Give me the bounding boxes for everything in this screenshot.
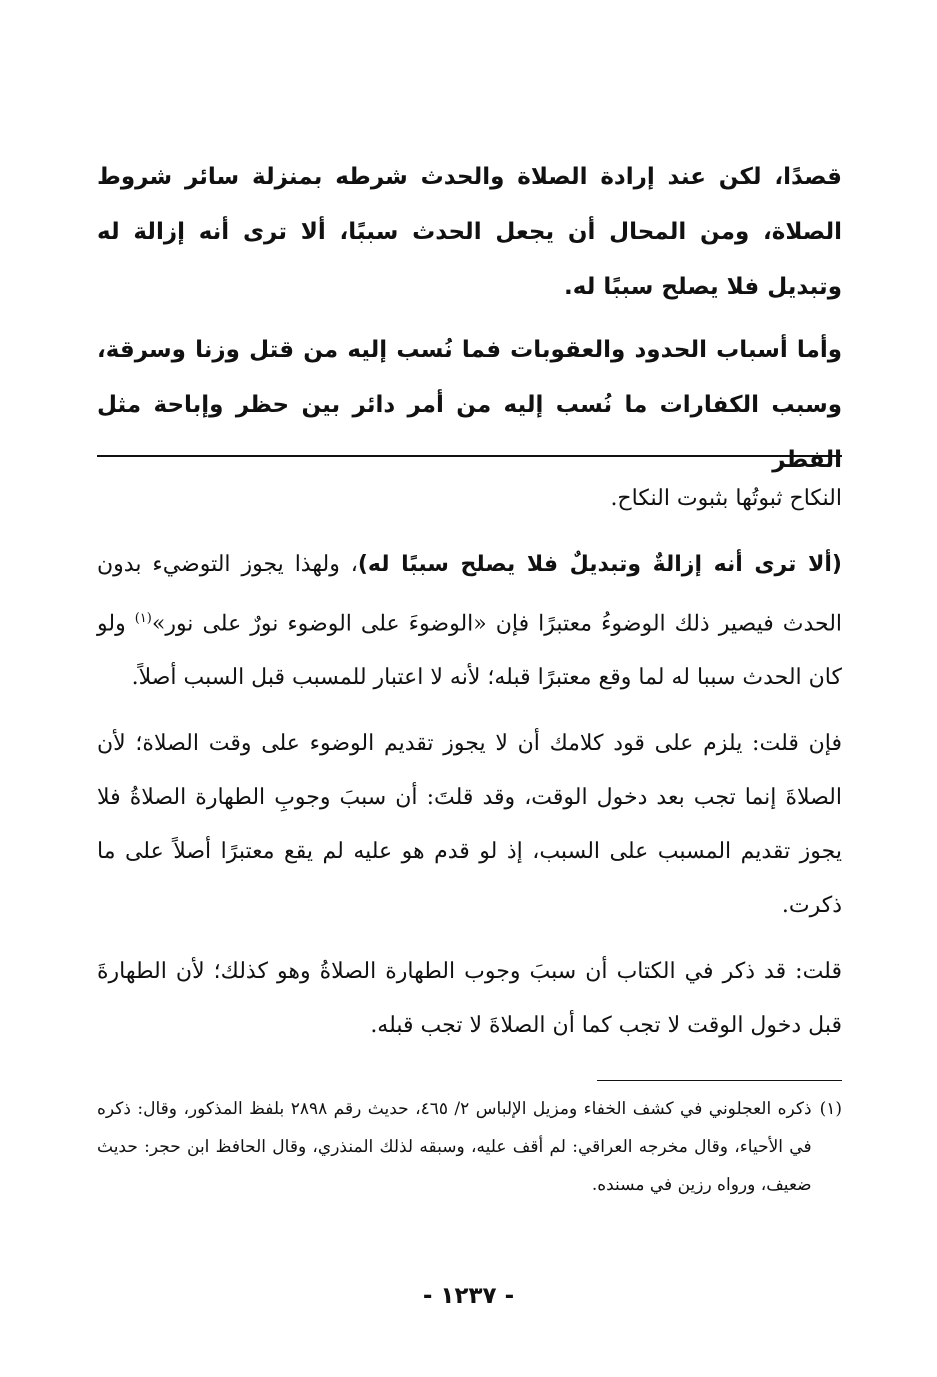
- commentary-paragraph-2: [97, 538, 842, 705]
- main-text-block: [97, 150, 842, 488]
- commentary-text: ، ولهذا يجوز التوضيء بدون الحدث فيصير ذلك الوضوءُ معتبرًا فإن «الوضوءَ على الوضوء نورٌ على نور»: [97, 552, 843, 637]
- footnote-number: (١): [819, 1099, 842, 1119]
- footnote-separator: [597, 1080, 842, 1081]
- quoted-phrase: (ألا ترى أنه إزالةٌ وتبديلٌ فلا يصلح سببًا له): [357, 552, 842, 577]
- commentary-block: [97, 472, 842, 1053]
- footnote: [97, 1090, 842, 1204]
- commentary-paragraph-4: قلت: قد ذكر في الكتاب أن سببَ وجوب الطهارة الصلاةُ وهو كذلك؛ لأن الطهارةَ قبل دخول الوقت لا تجب كما أن الصلاةَ لا تجب قبله.: [97, 959, 842, 1039]
- footnote-reference[interactable]: (١): [134, 611, 152, 626]
- footnotes-block: [97, 1090, 842, 1204]
- commentary-paragraph-3: فإن قلت: يلزم على قود كلامك أن لا يجوز تقديم الوضوء على وقت الصلاة؛ لأن الصلاةَ إنما تجب بعد دخول الوقت، وقد قلتَ: أن سببَ وجوبِ الطهارة الصلاةُ فلا يجوز تقديم المسبب على السبب، إذ لو قدم هو عليه لم يقع معتبرًا أصلاً على ما ذكرت.: [97, 731, 843, 919]
- commentary-text: ولو كان الحدث سببا له لما وقع معتبرًا قبله؛ لأنه لا اعتبار للمسبب قبل السبب أصلاً.: [97, 611, 842, 691]
- page-number: - ١٢٣٧ -: [422, 1283, 515, 1309]
- footnote-text: ذكره العجلوني في كشف الخفاء ومزيل الإلباس ٢/ ٤٦٥، حديث رقم ٢٨٩٨ بلفظ المذكور، وقال: ذكره في الأحياء، وقال مخرجه العراقي: لم أقف عليه، وسبقه لذلك المنذري، وقال الحافظ ابن حجر: حديث ضعيف، ورواه رزين في مسنده.: [97, 1099, 812, 1195]
- main-text-paragraph-2: وأما أسباب الحدود والعقوبات فما نُسب إليه من قتل وزنا وسرقة، وسبب الكفارات ما نُسب إليه من أمر دائر بين حظر وإباحة مثل الفطر: [97, 337, 842, 473]
- commentary-paragraph-1: النكاح ثبوتُها بثبوت النكاح.: [610, 486, 842, 511]
- section-divider: [97, 455, 842, 457]
- main-text-paragraph-1: قصدًا، لكن عند إرادة الصلاة والحدث شرطه بمنزلة سائر شروط الصلاة، ومن المحال أن يجعل الحدث سببًا، ألا ترى أنه إزالة له وتبديل فلا يصلح سببًا له.: [97, 164, 842, 300]
